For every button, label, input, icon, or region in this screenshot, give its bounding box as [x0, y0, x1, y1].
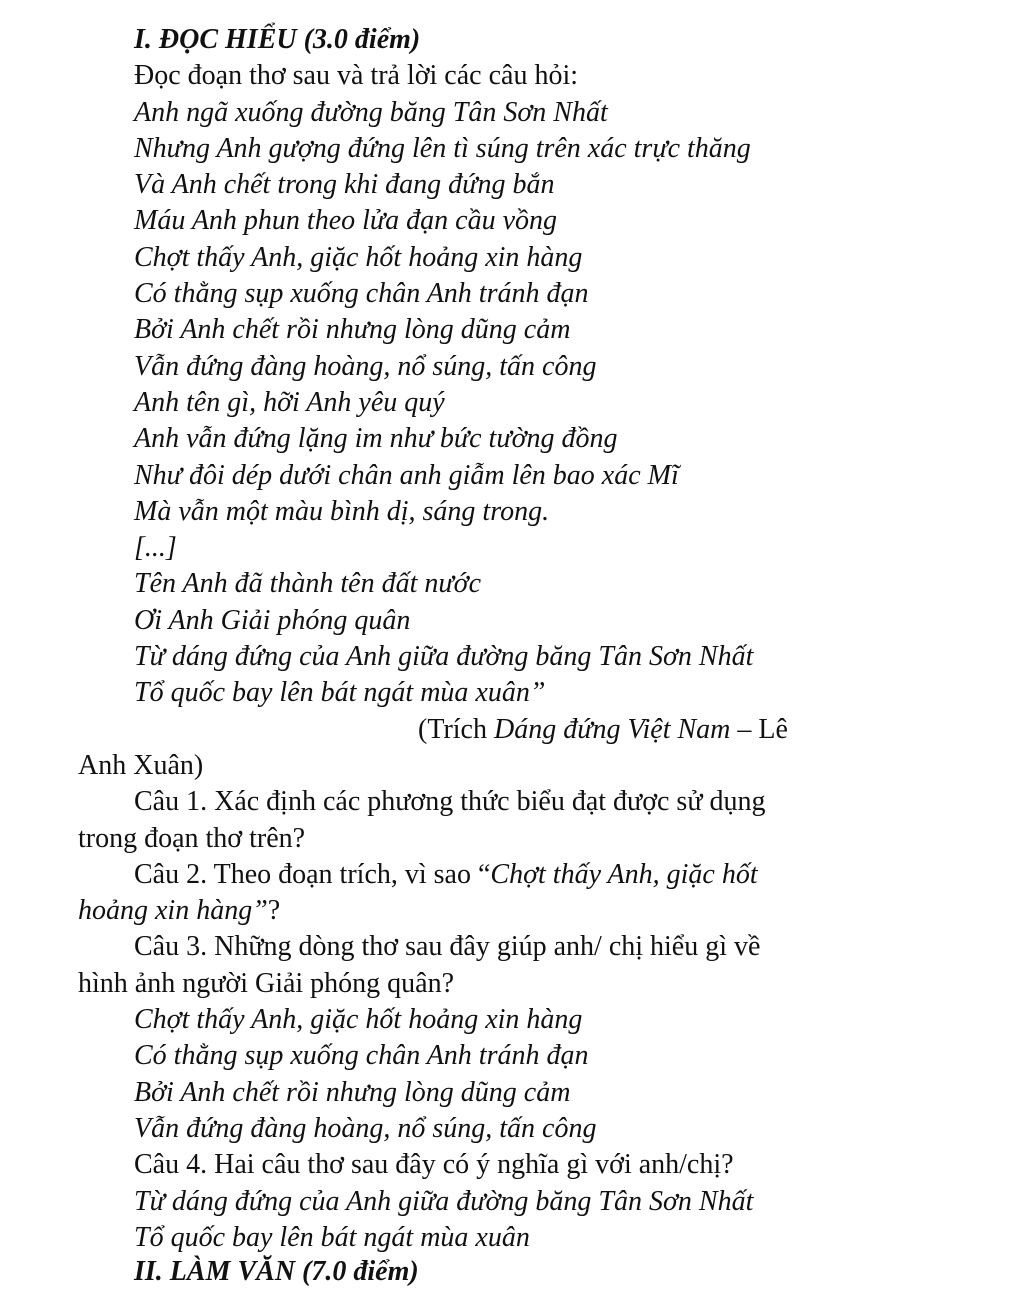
- poem-line: Vẫn đứng đàng hoàng, nổ súng, tấn công: [134, 350, 597, 382]
- question-2-prefix: Câu 2. Theo đoạn trích, vì sao “: [134, 858, 491, 890]
- source-author-start: – Lê: [730, 713, 788, 745]
- question-4-excerpt-line: Từ dáng đứng của Anh giữa đường băng Tân Sơn Nhất: [134, 1185, 754, 1217]
- poem-line: Anh tên gì, hỡi Anh yêu quý: [134, 386, 445, 418]
- question-3-line-2: hình ảnh người Giải phóng quân?: [78, 967, 455, 999]
- source-citation: [0, 712, 1024, 748]
- source-author-end: Anh Xuân): [78, 749, 204, 781]
- section-1-heading: I. ĐỌC HIỂU (3.0 điểm): [134, 24, 421, 55]
- question-3-excerpt-line: Chợt thấy Anh, giặc hốt hoảng xin hàng: [134, 1004, 583, 1036]
- question-3-excerpt-line: Vẫn đứng đàng hoàng, nổ súng, tấn công: [134, 1112, 597, 1144]
- poem-line: Anh ngã xuống đường băng Tân Sơn Nhất: [134, 96, 608, 128]
- question-1-line-2: trong đoạn thơ trên?: [78, 822, 306, 854]
- question-4-line-1: Câu 4. Hai câu thơ sau đây có ý nghĩa gì với anh/chị?: [134, 1149, 734, 1181]
- poem-line: Từ dáng đứng của Anh giữa đường băng Tân Sơn Nhất: [134, 641, 754, 673]
- poem-line: Tên Anh đã thành tên đất nước: [134, 568, 482, 600]
- question-2-line-1: [0, 857, 1024, 893]
- question-2-suffix: ?: [267, 895, 281, 927]
- poem-ellipsis: [...]: [134, 532, 177, 564]
- instruction-text: Đọc đoạn thơ sau và trả lời các câu hỏi:: [134, 60, 579, 92]
- poem-line: Có thằng sụp xuống chân Anh tránh đạn: [134, 278, 589, 310]
- poem-line: Như đôi dép dưới chân anh giẫm lên bao xác Mĩ: [134, 459, 679, 491]
- section-2-heading: II. LÀM VĂN (7.0 điểm): [134, 1256, 419, 1287]
- poem-line: Máu Anh phun theo lửa đạn cầu vồng: [134, 205, 558, 237]
- poem-line: Mà vẫn một màu bình dị, sáng trong.: [134, 495, 550, 527]
- question-2-quote-end: hoảng xin hàng”: [78, 895, 268, 927]
- poem-line: Bởi Anh chết rồi nhưng lòng dũng cảm: [134, 314, 571, 346]
- poem-line: Ơi Anh Giải phóng quân: [134, 604, 411, 636]
- question-3-excerpt-line: Bởi Anh chết rồi nhưng lòng dũng cảm: [134, 1076, 571, 1108]
- question-3-excerpt-line: Có thằng sụp xuống chân Anh tránh đạn: [134, 1040, 589, 1072]
- question-1-line-1: Câu 1. Xác định các phương thức biểu đạt được sử dụng: [134, 786, 766, 818]
- poem-line: Và Anh chết trong khi đang đứng bắn: [134, 169, 555, 201]
- question-2-line-2: [0, 893, 1024, 929]
- question-2-quote-start: Chợt thấy Anh, giặc hốt: [490, 858, 758, 890]
- poem-line: Anh vẫn đứng lặng im như bức tường đồng: [134, 423, 618, 455]
- poem-line: Chợt thấy Anh, giặc hốt hoảng xin hàng: [134, 241, 583, 273]
- document-page: [0, 22, 1024, 1256]
- question-3-line-1: Câu 3. Những dòng thơ sau đây giúp anh/ chị hiểu gì về: [134, 931, 761, 963]
- poem-line: Tổ quốc bay lên bát ngát mùa xuân”: [134, 677, 546, 709]
- poem-line: Nhưng Anh gượng đứng lên tì súng trên xác trực thăng: [134, 132, 751, 164]
- source-prefix: (Trích: [418, 713, 494, 745]
- source-title: Dáng đứng Việt Nam: [493, 713, 731, 745]
- question-4-excerpt-line: Tổ quốc bay lên bát ngát mùa xuân: [134, 1221, 530, 1253]
